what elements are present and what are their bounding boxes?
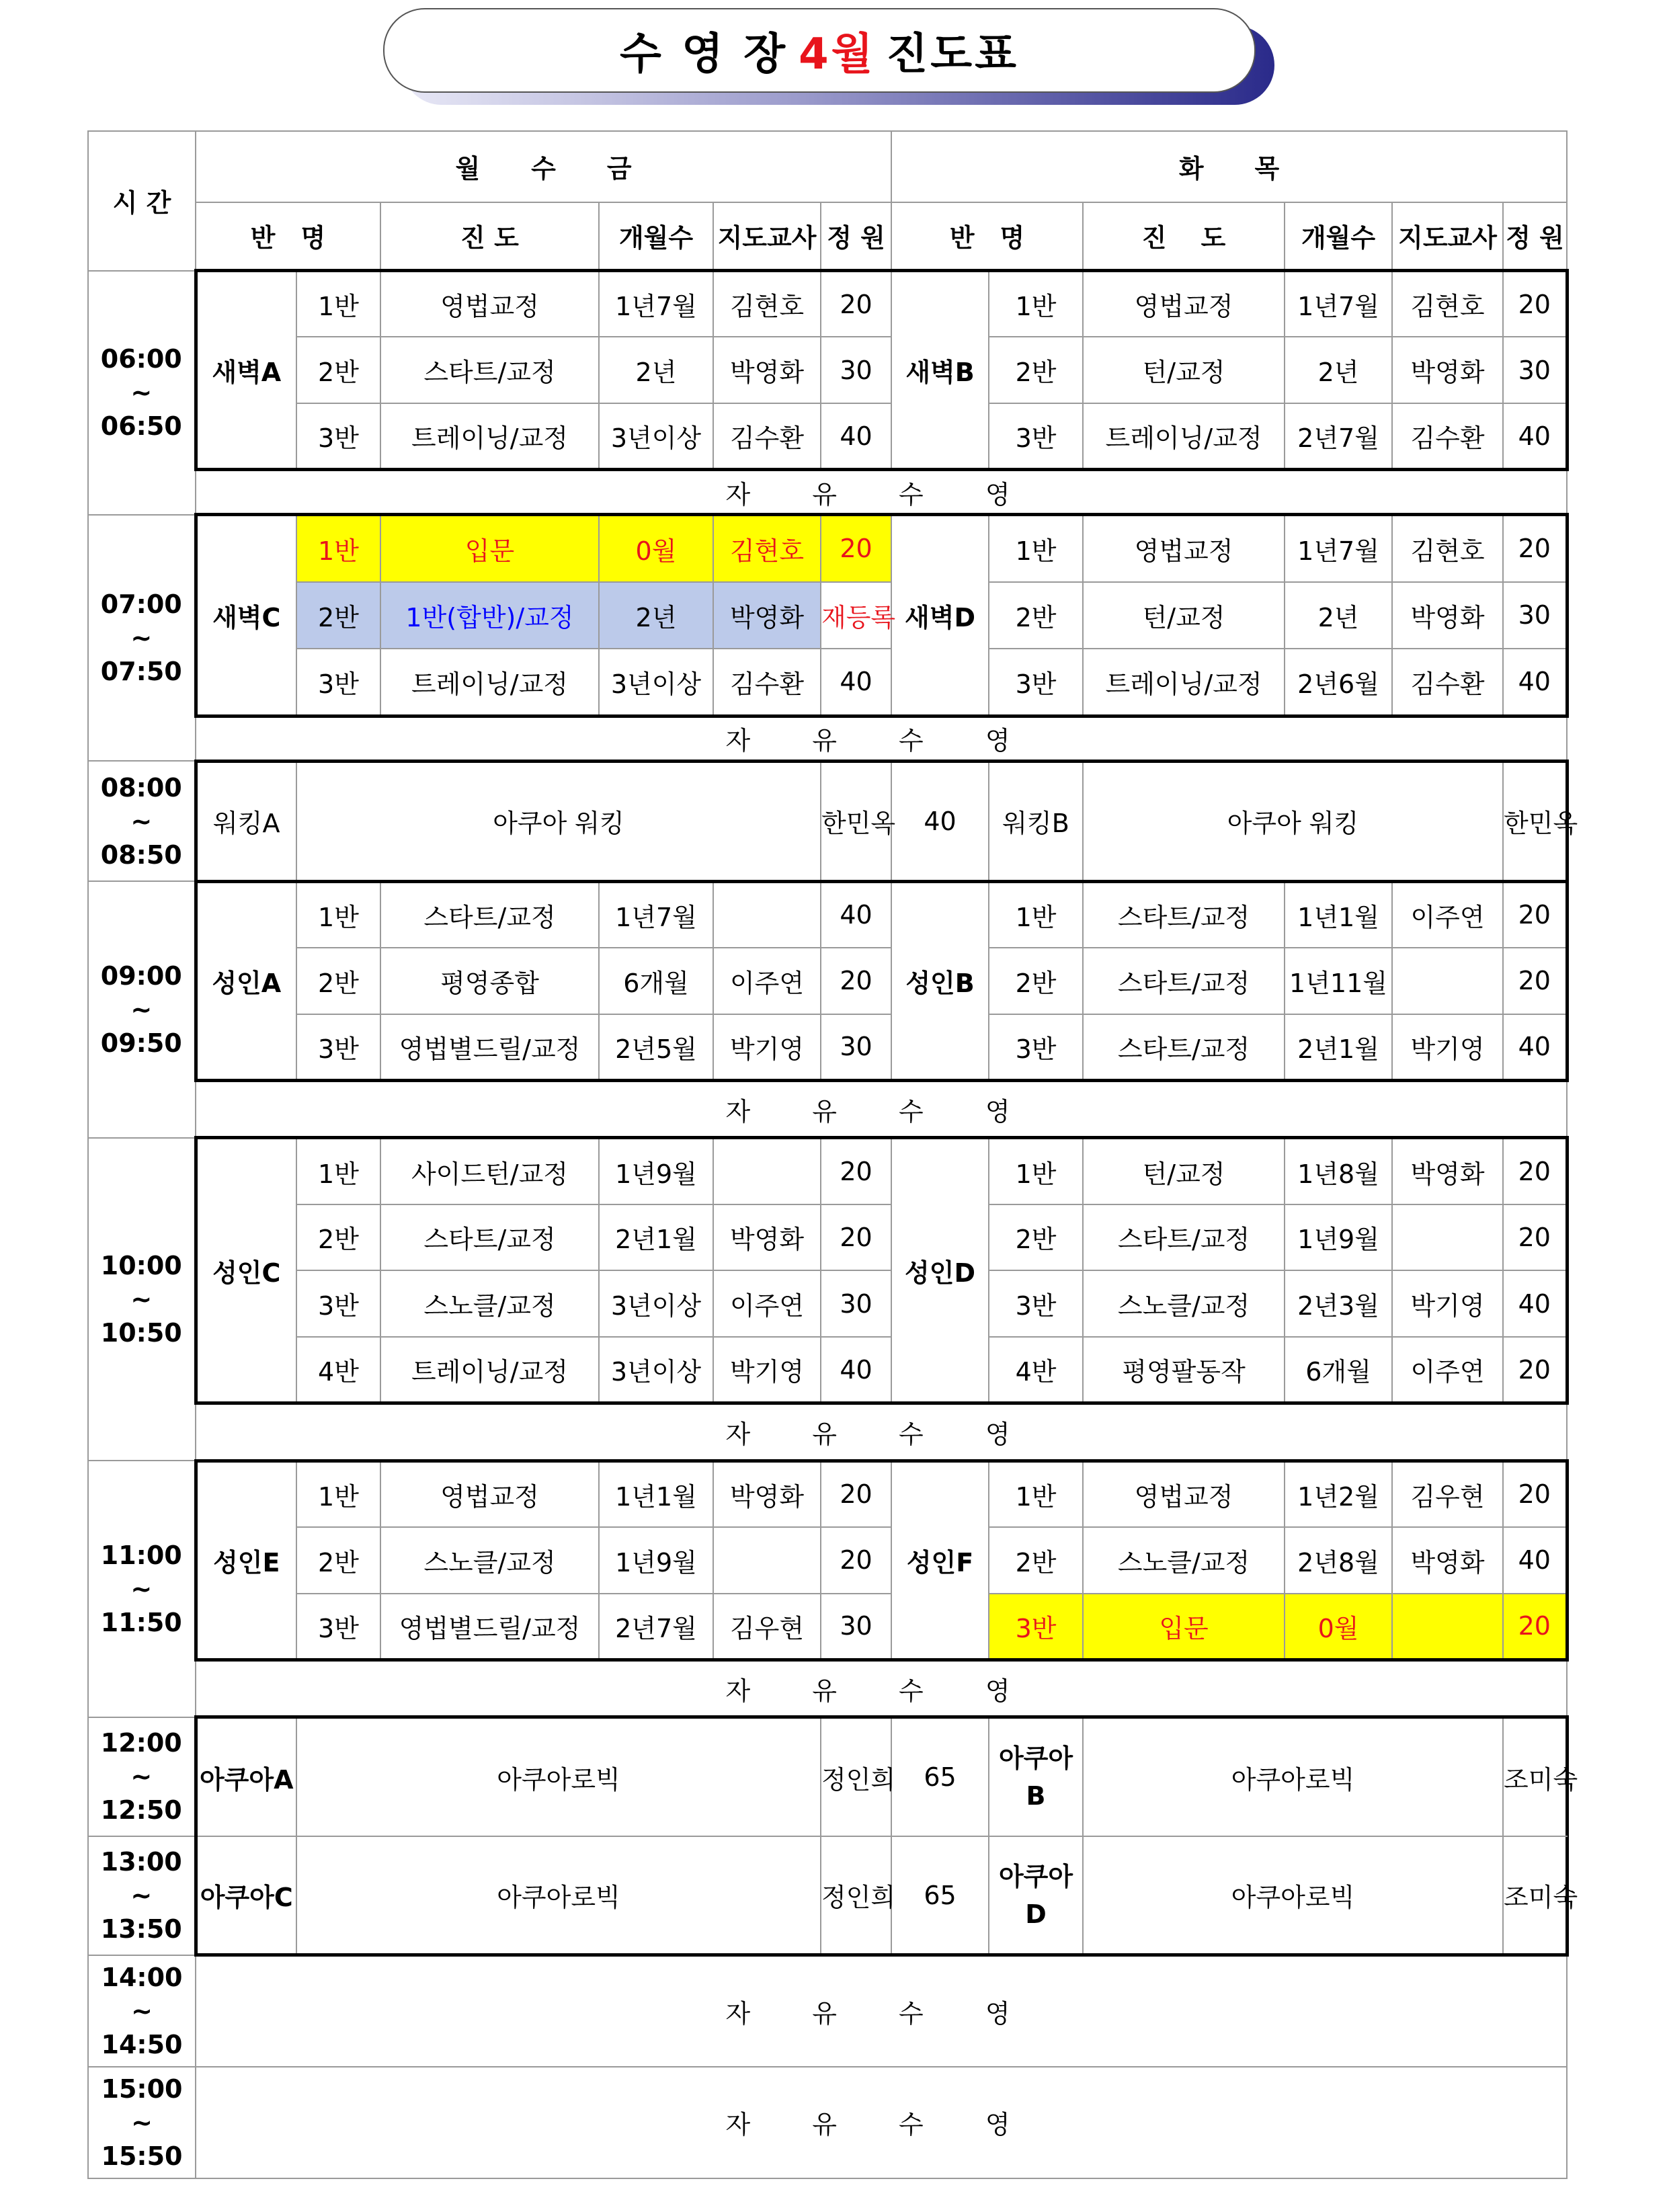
group-dawnA: 새벽A [196,271,296,470]
class-name: 1반 [296,515,380,582]
capacity: 20 [1503,1138,1567,1204]
class-name: 1반 [296,271,380,337]
progress: 아쿠아로빅 [296,1836,821,1955]
table-row [88,470,1567,515]
teacher: 김수환 [713,649,821,716]
teacher: 조미숙 [1503,1717,1567,1836]
months: 2년8월 [1285,1527,1392,1594]
progress: 트레이닝/교정 [380,649,599,716]
months: 1년9월 [1285,1204,1392,1271]
months: 2년 [599,582,713,649]
class-name: 3반 [296,1014,380,1081]
free-swim-label: 자 유 수 영 [196,1403,1567,1461]
table-row [88,403,1567,470]
progress: 스노클/교정 [1083,1270,1285,1337]
capacity: 65 [891,1836,989,1955]
progress: 스타트/교정 [1083,948,1285,1014]
months: 0월 [599,515,713,582]
table-row [88,649,1567,716]
teacher: 박영화 [1392,1138,1503,1204]
months: 1년9월 [599,1527,713,1594]
months: 3년이상 [599,1270,713,1337]
time-separator: ~ [130,995,153,1025]
teacher: 조미숙 [1503,1836,1567,1955]
progress: 아쿠아로빅 [296,1717,821,1836]
title-suffix: 진도표 [886,30,1019,79]
table-row [88,337,1567,403]
capacity: 30 [821,1014,891,1081]
table-row [88,1660,1567,1717]
time-value: 06:50 [100,411,182,442]
time-value: 07:00 [100,589,182,620]
time-value: 15:00 [101,2074,183,2104]
teacher: 김현호 [1392,515,1503,582]
progress: 평영팔동작 [1083,1337,1285,1403]
header-class: 반 명 [196,202,380,271]
group-aquaA: 아쿠아A [196,1717,296,1836]
capacity: 20 [821,948,891,1014]
progress: 영법교정 [1083,1461,1285,1527]
class-name: 2반 [296,948,380,1014]
teacher: 한민옥 [1503,761,1567,881]
time-separator: ~ [130,1574,153,1604]
time-slot-t09 [88,881,196,1138]
header-time: 시 간 [88,131,196,271]
months: 3년이상 [599,1337,713,1403]
class-name: 3반 [296,649,380,716]
capacity: 30 [821,1594,891,1660]
teacher: 박영화 [713,582,821,649]
table-row [88,515,1567,582]
group-adultF: 성인F [891,1461,989,1660]
class-name: 2반 [296,1204,380,1271]
table-row [88,1270,1567,1337]
capacity: 20 [1503,1204,1567,1271]
months: 1년7월 [599,271,713,337]
group-adultD: 성인D [891,1138,989,1403]
months: 2년3월 [1285,1270,1392,1337]
progress: 1반(합반)/교정 [380,582,599,649]
group-aquaC: 아쿠아C [196,1836,296,1955]
teacher: 김현호 [1392,271,1503,337]
class-name: 3반 [296,1270,380,1337]
progress: 스타트/교정 [380,337,599,403]
months: 2년 [599,337,713,403]
progress: 스노클/교정 [380,1527,599,1594]
months: 2년 [1285,337,1392,403]
free-swim-label: 자 유 수 영 [196,1955,1567,2067]
table-row [88,1836,1567,1955]
table-row [88,1461,1567,1527]
capacity: 30 [1503,582,1567,649]
time-slot-t15 [88,2067,196,2178]
class-name: 3반 [989,1270,1083,1337]
capacity: 20 [1503,515,1567,582]
progress: 아쿠아 워킹 [296,761,821,881]
table-row [88,1138,1567,1204]
teacher [1392,948,1503,1014]
months: 3년이상 [599,649,713,716]
time-value: 09:00 [100,961,182,991]
teacher: 박영화 [1392,582,1503,649]
time-separator: ~ [130,1284,153,1315]
progress: 스타트/교정 [380,1204,599,1271]
table-row [88,716,1567,761]
months: 2년6월 [1285,649,1392,716]
progress: 입문 [1083,1594,1285,1660]
teacher: 김우현 [713,1594,821,1660]
time-value: 13:50 [100,1914,182,1944]
teacher: 정인희 [821,1836,891,1955]
capacity: 20 [821,1461,891,1527]
class-name: 2반 [296,337,380,403]
teacher: 박영화 [1392,337,1503,403]
time-slot-t08 [88,761,196,881]
teacher: 김현호 [713,271,821,337]
header-teacher: 지도교사 [713,202,821,271]
capacity: 20 [1503,271,1567,337]
teacher: 이주연 [713,948,821,1014]
table-row [88,761,1567,881]
teacher: 김현호 [713,515,821,582]
progress: 턴/교정 [1083,582,1285,649]
progress: 스타트/교정 [380,881,599,948]
capacity: 40 [1503,403,1567,470]
progress: 평영종합 [380,948,599,1014]
capacity: 40 [891,761,989,881]
progress: 스노클/교정 [380,1270,599,1337]
class-name: 1반 [296,1461,380,1527]
table-row [88,1955,1567,2067]
teacher: 박영화 [1392,1527,1503,1594]
capacity: 40 [821,1337,891,1403]
months: 2년7월 [599,1594,713,1660]
group-dawnB: 새벽B [891,271,989,470]
teacher: 한민옥 [821,761,891,881]
progress: 스노클/교정 [1083,1527,1285,1594]
progress: 아쿠아로빅 [1083,1836,1503,1955]
progress: 스타트/교정 [1083,1014,1285,1081]
months: 1년8월 [1285,1138,1392,1204]
header-capacity: 정 원 [821,202,891,271]
months: 3년이상 [599,403,713,470]
progress: 영법교정 [1083,515,1285,582]
header-progress2: 진 도 [1083,202,1285,271]
table-row [88,202,1567,271]
table-row [88,271,1567,337]
time-slot-t07 [88,515,196,761]
teacher [1392,1204,1503,1271]
time-value: 11:00 [100,1541,182,1571]
progress: 영법교정 [380,1461,599,1527]
teacher [713,1138,821,1204]
class-name: 1반 [989,1461,1083,1527]
table-row [88,582,1567,649]
teacher: 이주연 [713,1270,821,1337]
time-value: 10:00 [100,1251,182,1281]
months: 2년 [1285,582,1392,649]
capacity: 20 [821,1204,891,1271]
time-value: 11:50 [100,1608,182,1638]
table-row [88,881,1567,948]
time-slot-t11 [88,1461,196,1717]
capacity: 40 [1503,1527,1567,1594]
title-prefix: 수 영 장 [620,30,788,79]
months: 1년2월 [1285,1461,1392,1527]
time-value: 08:00 [100,772,182,803]
time-slot-t14 [88,1955,196,2067]
capacity: 40 [821,403,891,470]
time-separator: ~ [131,2107,153,2137]
months: 1년9월 [599,1138,713,1204]
teacher: 박영화 [713,1204,821,1271]
progress: 트레이닝/교정 [380,1337,599,1403]
time-value: 06:00 [100,344,182,374]
time-value: 10:50 [100,1318,182,1348]
class-name: 3반 [989,1594,1083,1660]
schedule-table [87,130,1578,2179]
teacher: 박기영 [1392,1270,1503,1337]
class-name: 2반 [989,582,1083,649]
time-separator: ~ [130,1881,153,1911]
header-capacity: 정 원 [1503,202,1567,271]
class-name: 1반 [989,1138,1083,1204]
class-name: 4반 [296,1337,380,1403]
table-row [88,1403,1567,1461]
progress: 영법별드릴/교정 [380,1014,599,1081]
progress: 아쿠아 워킹 [1083,761,1503,881]
free-swim-label: 자 유 수 영 [196,2067,1567,2178]
table-row [88,1014,1567,1081]
progress: 영법별드릴/교정 [380,1594,599,1660]
time-value: 12:00 [100,1728,182,1758]
group-adultA: 성인A [196,881,296,1080]
capacity: 30 [821,1270,891,1337]
capacity: 20 [821,515,891,582]
time-separator: ~ [130,1762,153,1792]
progress: 입문 [380,515,599,582]
time-separator: ~ [130,378,153,408]
group-dawnC: 새벽C [196,515,296,716]
class-name: 3반 [296,403,380,470]
time-slot-t12 [88,1717,196,1836]
group-adultE: 성인E [196,1461,296,1660]
capacity: 20 [1503,948,1567,1014]
class-name: 3반 [989,649,1083,716]
class-name: 2반 [989,1204,1083,1271]
progress: 영법교정 [1083,271,1285,337]
teacher: 박영화 [713,337,821,403]
class-name: 1반 [989,881,1083,948]
group-aquaB: 아쿠아 B [989,1717,1083,1836]
teacher: 정인희 [821,1717,891,1836]
progress: 트레이닝/교정 [1083,403,1285,470]
time-value: 14:50 [101,2029,183,2059]
time-separator: ~ [130,806,153,836]
class-name: 2반 [989,948,1083,1014]
months: 1년7월 [1285,271,1392,337]
months: 1년11월 [1285,948,1392,1014]
teacher [713,1527,821,1594]
progress: 스타트/교정 [1083,881,1285,948]
table-row [88,1080,1567,1137]
progress: 트레이닝/교정 [380,403,599,470]
class-name: 2반 [296,582,380,649]
teacher: 김우현 [1392,1461,1503,1527]
class-name: 2반 [296,1527,380,1594]
time-separator: ~ [131,1996,153,2026]
class-name: 4반 [989,1337,1083,1403]
header-tt: 화 목 [891,131,1567,202]
months: 2년7월 [1285,403,1392,470]
progress: 아쿠아로빅 [1083,1717,1503,1836]
teacher: 김수환 [1392,403,1503,470]
months: 6개월 [1285,1337,1392,1403]
months: 1년7월 [599,881,713,948]
header-teacher: 지도교사 [1392,202,1503,271]
capacity: 40 [1503,649,1567,716]
progress: 트레이닝/교정 [1083,649,1285,716]
months: 6개월 [599,948,713,1014]
time-separator: ~ [130,623,153,653]
months: 2년5월 [599,1014,713,1081]
months: 2년1월 [599,1204,713,1271]
group-adultB: 성인B [891,881,989,1080]
class-name: 2반 [989,337,1083,403]
free-swim-label: 자 유 수 영 [196,1660,1567,1717]
progress: 사이드턴/교정 [380,1138,599,1204]
capacity: 20 [1503,1337,1567,1403]
capacity: 30 [821,337,891,403]
table-row [88,948,1567,1014]
table-row [88,1594,1567,1660]
free-swim-label: 자 유 수 영 [196,716,1567,761]
header-months: 개월수 [599,202,713,271]
teacher: 이주연 [1392,881,1503,948]
progress: 턴/교정 [1083,337,1285,403]
months: 1년1월 [1285,881,1392,948]
teacher [1392,1594,1503,1660]
class-name: 3반 [296,1594,380,1660]
capacity: 40 [821,881,891,948]
free-swim-label: 자 유 수 영 [196,1080,1567,1137]
capacity: 20 [1503,1594,1567,1660]
months: 1년7월 [1285,515,1392,582]
table-row [88,1527,1567,1594]
capacity: 재등록 [821,582,891,649]
group-adultC: 성인C [196,1138,296,1403]
title-banner [383,8,1277,109]
teacher: 김수환 [1392,649,1503,716]
class-name: 2반 [989,1527,1083,1594]
months: 1년1월 [599,1461,713,1527]
table-row [88,1337,1567,1403]
time-value: 07:50 [100,657,182,687]
months: 0월 [1285,1594,1392,1660]
capacity: 20 [821,271,891,337]
header-months: 개월수 [1285,202,1392,271]
table-row [88,131,1567,202]
time-value: 08:50 [100,839,182,870]
header-class: 반 명 [891,202,1083,271]
teacher: 이주연 [1392,1337,1503,1403]
capacity: 20 [821,1138,891,1204]
time-value: 09:50 [100,1028,182,1059]
capacity: 40 [1503,1014,1567,1081]
class-name: 1반 [296,1138,380,1204]
capacity: 30 [1503,337,1567,403]
group-aquaD: 아쿠아 D [989,1836,1083,1955]
class-name: 1반 [296,881,380,948]
teacher [713,881,821,948]
teacher: 박영화 [713,1461,821,1527]
group-walkA: 워킹A [196,761,296,881]
months: 2년1월 [1285,1014,1392,1081]
capacity: 20 [1503,881,1567,948]
header-progress: 진 도 [380,202,599,271]
time-value: 12:50 [100,1795,182,1826]
class-name: 1반 [989,271,1083,337]
time-slot-t10 [88,1138,196,1461]
class-name: 1반 [989,515,1083,582]
time-value: 14:00 [101,1962,183,1992]
teacher: 박기영 [713,1337,821,1403]
capacity: 40 [1503,1270,1567,1337]
time-slot-t13 [88,1836,196,1955]
progress: 스타트/교정 [1083,1204,1285,1271]
class-name: 3반 [989,403,1083,470]
progress: 영법교정 [380,271,599,337]
teacher: 김수환 [713,403,821,470]
capacity: 65 [891,1717,989,1836]
page-title [383,8,1256,93]
time-slot-t06 [88,271,196,515]
capacity: 20 [1503,1461,1567,1527]
table-row [88,1717,1567,1836]
free-swim-label: 자 유 수 영 [196,470,1567,515]
table-row [88,2067,1567,2178]
group-dawnD: 새벽D [891,515,989,716]
time-value: 13:00 [100,1847,182,1877]
header-mwf: 월 수 금 [196,131,891,202]
teacher: 박기영 [713,1014,821,1081]
group-walkB: 워킹B [989,761,1083,881]
progress: 턴/교정 [1083,1138,1285,1204]
title-month: 4월 [799,30,876,79]
teacher: 박기영 [1392,1014,1503,1081]
capacity: 20 [821,1527,891,1594]
time-value: 15:50 [101,2141,183,2171]
capacity: 40 [821,649,891,716]
class-name: 3반 [989,1014,1083,1081]
table-row [88,1204,1567,1271]
